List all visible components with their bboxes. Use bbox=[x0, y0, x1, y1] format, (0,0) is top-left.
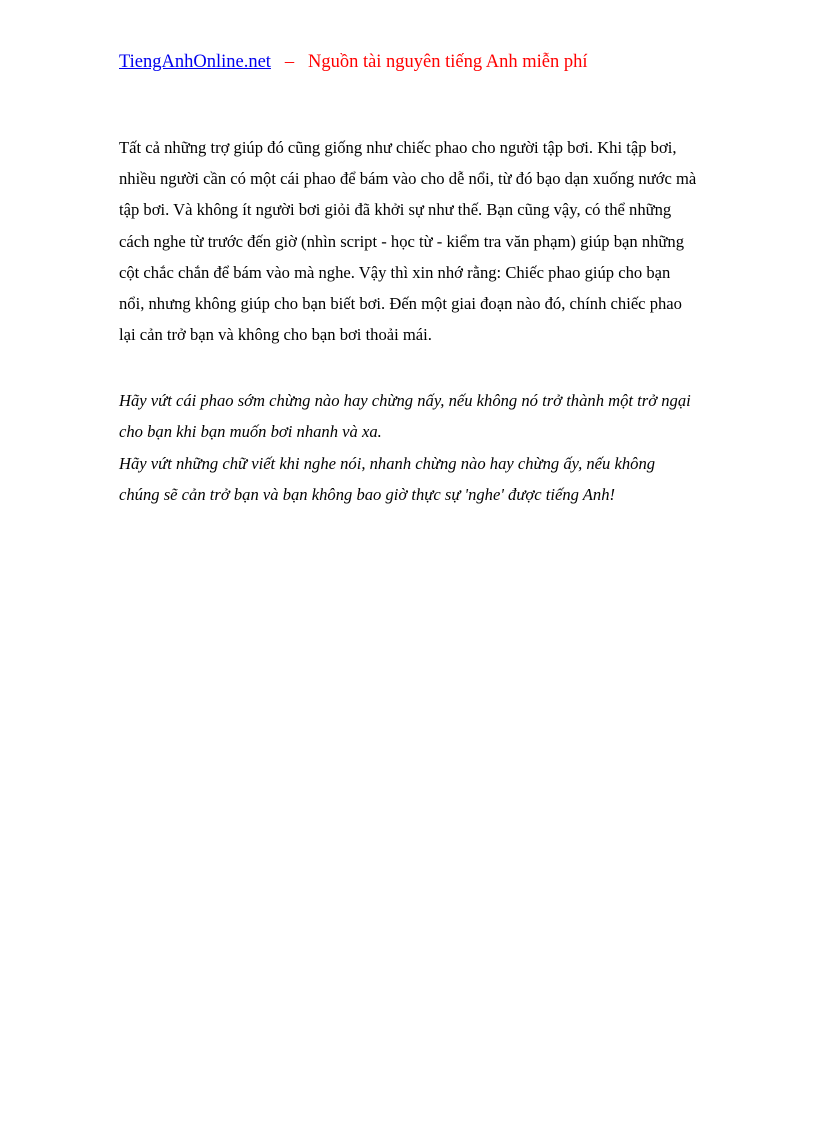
header-separator bbox=[276, 52, 304, 72]
header-separator-text: – bbox=[284, 52, 295, 72]
italic-quote-block bbox=[119, 385, 699, 511]
page-header bbox=[119, 50, 587, 74]
italic-paragraph-2: Hãy vứt những chữ viết khi nghe nói, nhanh chừng nào hay chừng ấy, nếu không chúng sẽ cản trở bạn và bạn không bao giờ thực sự 'nghe' được tiếng Anh! bbox=[119, 453, 656, 505]
site-link[interactable]: TiengAnhOnline.net bbox=[119, 52, 271, 72]
italic-paragraph-1: Hãy vứt cái phao sớm chừng nào hay chừng nấy, nếu không nó trở thành một trở ngại cho bạn khi bạn muốn bơi nhanh và xa. bbox=[119, 391, 691, 442]
body-paragraph: Tất cả những trợ giúp đó cũng giống như chiếc phao cho người tập bơi. Khi tập bơi, nhiều người cần có một cái phao để bám vào cho dễ nổi, từ đó bạo dạn xuống nước mà tập bơi. Và không ít người bơi giỏi đã khởi sự như thế. Bạn cũng vậy, có thể những cách nghe từ trước đến giờ (nhìn script - học từ - kiểm tra văn phạm) giúp bạn những cột chắc chắn để bám vào mà nghe. Vậy thì xin nhớ rằng: Chiếc phao giúp cho bạn nổi, nhưng không giúp cho bạn biết bơi. Đến một giai đoạn nào đó, chính chiếc phao lại cản trở bạn và không cho bạn bơi thoải mái. bbox=[119, 138, 697, 345]
header-tagline: Nguồn tài nguyên tiếng Anh miễn phí bbox=[307, 52, 588, 72]
